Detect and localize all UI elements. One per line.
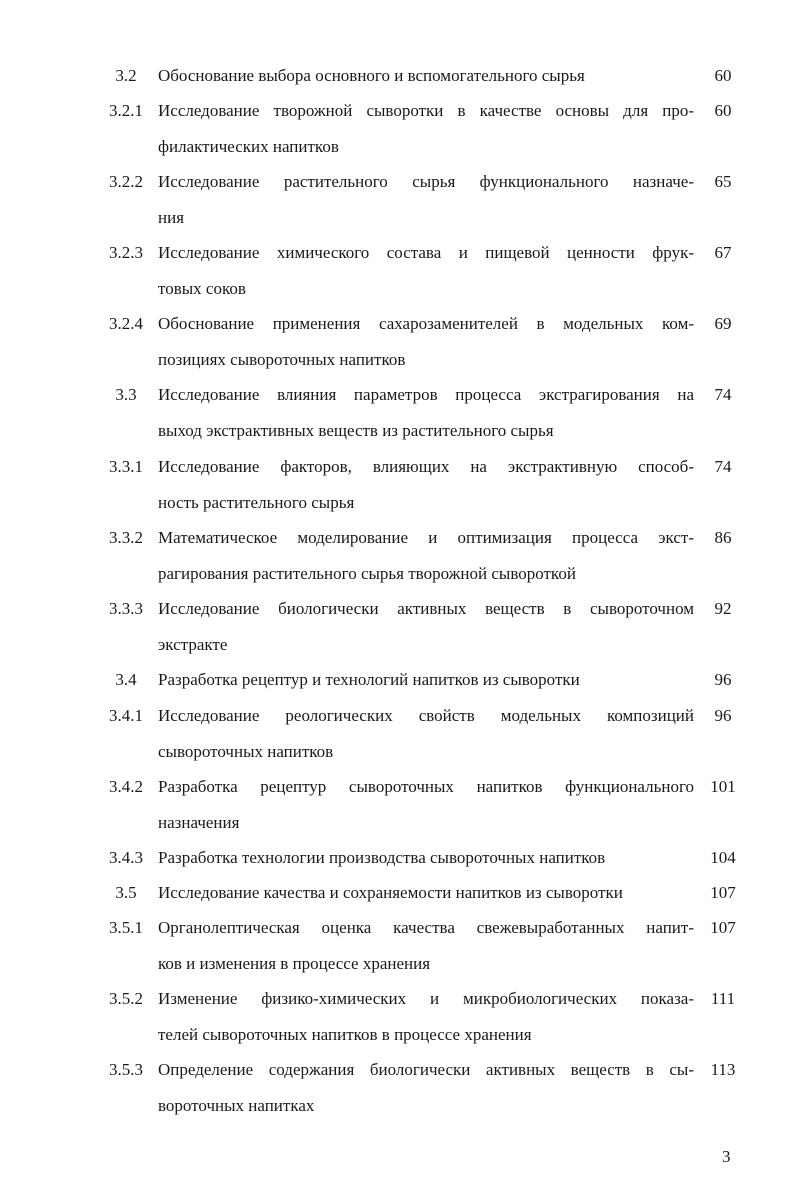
toc-entry-title-line: Органолептическая оценка качества свежевыработанных напит-	[158, 918, 694, 937]
toc-entry-number: 3.2	[115, 66, 137, 85]
toc-entry-page: 74	[714, 385, 732, 404]
toc-entry-page: 107	[710, 918, 736, 937]
toc-entry-title-line: Математическое моделирование и оптимизация процесса экст-	[158, 528, 694, 547]
page-number: 3	[722, 1147, 731, 1166]
toc-entry-title-line: сывороточных напитков	[158, 742, 334, 761]
toc-entry-title	[158, 520, 694, 592]
toc-entry-title-line: рагирования растительного сырья творожной сывороткой	[158, 564, 576, 583]
toc-entry-title	[158, 377, 694, 449]
toc-entry-title	[158, 698, 694, 770]
toc-entry-title	[158, 449, 694, 521]
toc-entry-page: 96	[714, 706, 732, 725]
toc-entry-number: 3.3.1	[109, 457, 143, 476]
toc-entry-page: 104	[710, 848, 736, 867]
toc-entry-page: 69	[714, 314, 732, 333]
toc-entry-number: 3.4.1	[109, 706, 143, 725]
toc-entry-title	[158, 93, 694, 165]
toc-entry-title	[158, 164, 694, 236]
toc-entry-title-line: вороточных напитках	[158, 1096, 315, 1115]
toc-entry-title	[158, 910, 694, 982]
toc-entry-number: 3.4.2	[109, 777, 143, 796]
toc-entry-number: 3.4	[115, 670, 137, 689]
toc-entry-title-line: ния	[158, 208, 185, 227]
toc-entry-title-line: Разработка рецептур сывороточных напитков функционального	[158, 777, 694, 796]
toc-entry-number: 3.5.3	[109, 1060, 143, 1079]
toc-entry-page: 96	[714, 670, 732, 689]
toc-entry-title	[158, 1052, 694, 1124]
toc-entry-number: 3.3.2	[109, 528, 143, 547]
toc-entry-title	[158, 306, 694, 378]
toc-entry-title-line: Обоснование выбора основного и вспомогательного сырья	[158, 66, 585, 85]
toc-entry-title-line: Разработка технологии производства сывороточных напитков	[158, 848, 606, 867]
toc-entry-title-line: филактических напитков	[158, 137, 339, 156]
toc-entry-number: 3.5	[115, 883, 137, 902]
toc-entry-title-line: ность растительного сырья	[158, 493, 355, 512]
toc-entry-title-line: назначения	[158, 813, 240, 832]
toc-entry-title-line: товых соков	[158, 279, 246, 298]
toc-entry-page: 65	[714, 172, 732, 191]
toc-entry-page: 111	[710, 989, 736, 1008]
toc-entry-page: 107	[710, 883, 736, 902]
toc-entry-number: 3.5.1	[109, 918, 143, 937]
toc-entry-title	[158, 840, 694, 876]
toc-entry-page: 60	[714, 101, 732, 120]
toc-entry-number: 3.2.1	[109, 101, 143, 120]
toc-entry-title-line: Исследование химического состава и пищевой ценности фрук-	[158, 243, 694, 262]
toc-entry-page: 67	[714, 243, 732, 262]
toc-entry-title-line: ков и изменения в процессе хранения	[158, 954, 431, 973]
toc-entry-title-line: выход экстрактивных веществ из растительного сырья	[158, 421, 554, 440]
toc-entry-number: 3.3	[115, 385, 137, 404]
toc-entry-page: 60	[714, 66, 732, 85]
toc-entry-page: 86	[714, 528, 732, 547]
toc-entry-title-line: Исследование растительного сырья функционального назначе-	[158, 172, 694, 191]
toc-entry-page: 101	[710, 777, 736, 796]
toc-entry-title-line: Определение содержания биологически активных веществ в сы-	[158, 1060, 694, 1079]
toc-entry-title-line: Изменение физико-химических и микробиологических показа-	[158, 989, 694, 1008]
toc-entry-number: 3.3.3	[109, 599, 143, 618]
toc-entry-title	[158, 235, 694, 307]
toc-entry-title-line: Исследование реологических свойств модельных композиций	[158, 706, 694, 725]
toc-entry-title-line: Обоснование применения сахарозаменителей в модельных ком-	[158, 314, 694, 333]
toc-entry-page: 92	[714, 599, 732, 618]
toc-entry-number: 3.4.3	[109, 848, 143, 867]
toc-entry-title-line: Исследование факторов, влияющих на экстрактивную способ-	[158, 457, 694, 476]
toc-entry-title-line: Исследование творожной сыворотки в качестве основы для про-	[158, 101, 694, 120]
toc-entry-title-line: Исследование влияния параметров процесса экстрагирования на	[158, 385, 694, 404]
toc-entry-title-line: телей сывороточных напитков в процессе хранения	[158, 1025, 532, 1044]
toc-entry-title	[158, 662, 694, 698]
toc-entry-title	[158, 591, 694, 663]
toc-entry-title-line: Исследование качества и сохраняемости напитков из сыворотки	[158, 883, 623, 902]
toc-entry-title-line: позициях сывороточных напитков	[158, 350, 406, 369]
toc-entry-number: 3.5.2	[109, 989, 143, 1008]
toc-entry-title-line: Исследование биологически активных веществ в сывороточном	[158, 599, 694, 618]
toc-entry-number: 3.2.4	[109, 314, 143, 333]
toc-entry-title-line: экстракте	[158, 635, 228, 654]
toc-entry-title	[158, 769, 694, 841]
toc-entry-title	[158, 981, 694, 1053]
toc-entry-number: 3.2.2	[109, 172, 143, 191]
toc-entry-title-line: Разработка рецептур и технологий напитков из сыворотки	[158, 670, 580, 689]
toc-entry-page: 74	[714, 457, 732, 476]
toc-entry-title	[158, 875, 694, 911]
toc-entry-title	[158, 58, 694, 94]
toc-entry-page: 113	[710, 1060, 736, 1079]
toc-entry-number: 3.2.3	[109, 243, 143, 262]
